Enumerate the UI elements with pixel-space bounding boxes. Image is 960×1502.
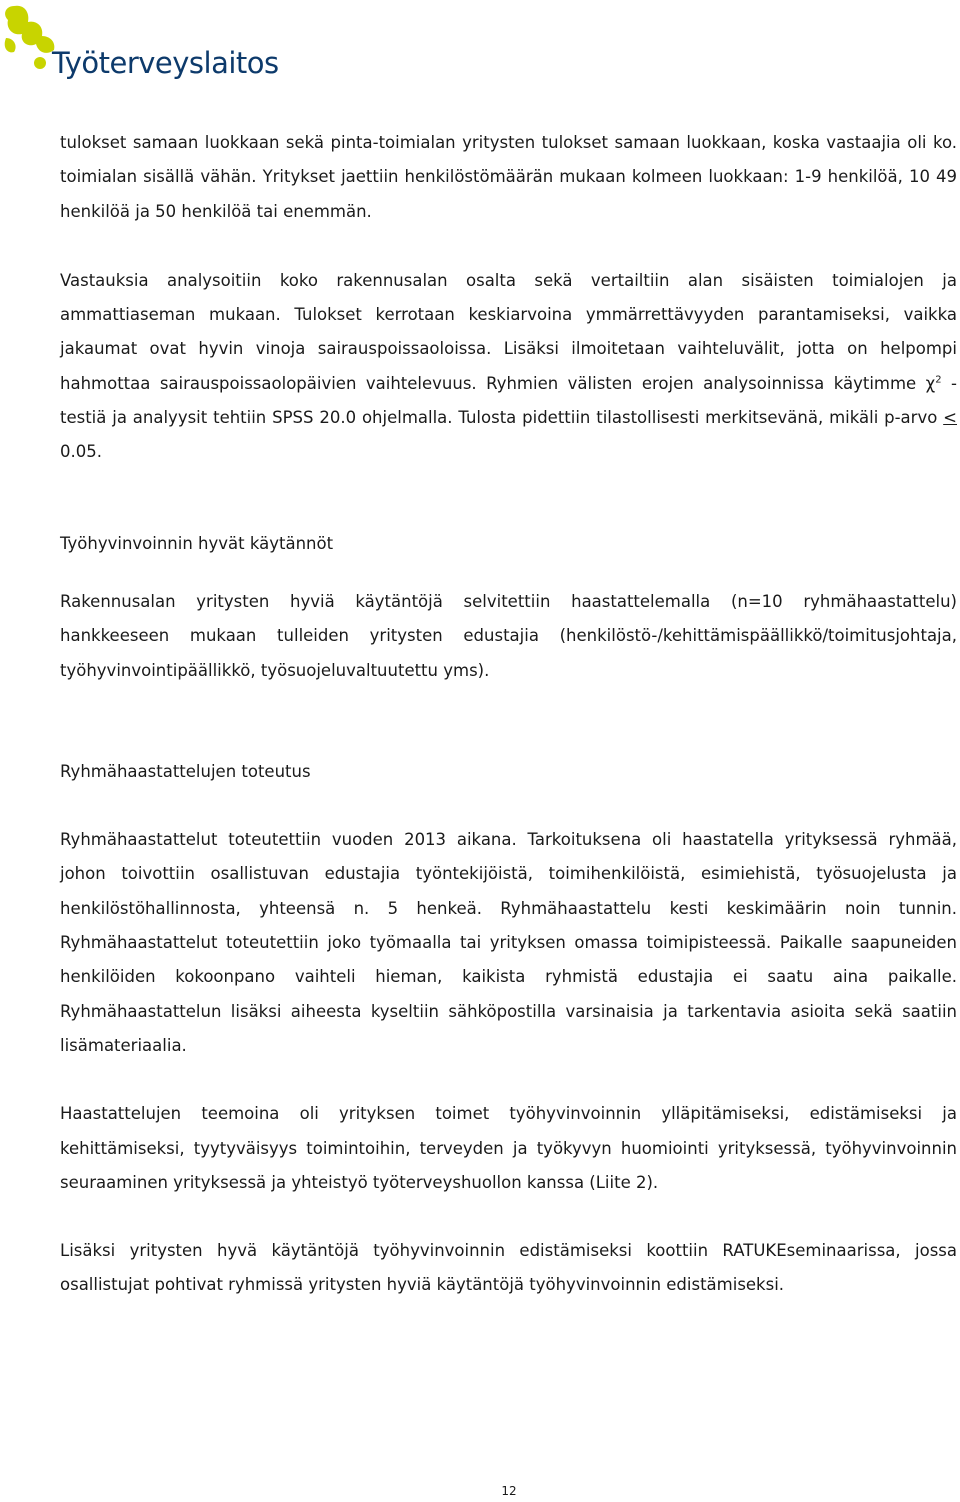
chi-square-exponent: 2 [935,374,942,386]
page-number: 12 [501,1484,517,1498]
analysis-text-end: 0.05. [60,442,102,462]
paragraph-seminar: Lisäksi yritysten hyvä käytäntöjä työhyvinvoinnin edistämiseksi koottiin RATUKEseminaarissa, jossa osallistujat pohtivat ryhmissä yritysten hyviä käytäntöjä työhyvinvoinnin edistämiseksi. [60,1241,957,1295]
paragraph-good-practices: Rakennusalan yritysten hyviä käytäntöjä selvitettiin haastattelemalla (n=10 ryhmähaastattelu) hankkeeseen mukaan tulleiden yritysten edustajia (henkilöstö-/kehittämispäällikkö/toimitusjohtaja, työhyvinvointipäällikkö, työsuojeluvaltuutettu yms). [60,591,957,680]
paragraph-interview-themes: Haastattelujen teemoina oli yrityksen toimet työhyvinvoinnin ylläpitämiseksi, edistämiseksi ja kehittämiseksi, tyytyväisyys toimintoihin, terveyden ja työkyvyn huomiointi yrityksessä, työhyvinvoinnin seuraaminen yrityksessä ja yhteistyö työterveyshuollon kanssa (Liite 2). [60,1104,957,1192]
paragraph-grouping: tulokset samaan luokkaan sekä pinta-toimialan yritysten tulokset samaan luokkaan, koska vastaajia oli ko. toimialan sisällä vähän. Yritykset jaettiin henkilöstömäärän mukaan kolmeen luokkaan: 1-9 henkilöä, 10 49 henkilöä ja 50 henkilöä tai enemmän. [60,133,957,221]
spacer [60,1063,957,1097]
section-heading-good-practices: Työhyvinvoinnin hyvät käytännöt [60,533,334,553]
analysis-text-middle: -testiä ja analyysit tehtiin SPSS 20.0 ohjelmalla. Tulosta pidettiin tilastollisesti merkitsevänä, mikäli p-arvo [60,373,958,428]
organization-logo [0,0,279,100]
analysis-text-start: Vastauksia analysoitiin koko rakennusalan osalta sekä vertailtiin alan sisäisten toimialojen ja ammattiaseman mukaan. Tulokset kerrotaan keskiarvoina ymmärrettävyyden parantamiseksi, vaikka jakaumat ovat hyvin vinoja sairauspoissaoloissa. Lisäksi ilmoitetaan vaihteluvälit, jotta on helpompi hahmottaa sairauspoissaolopäivien vaihtelevuus. Ryhmien välisten erojen analysoinnissa käytimme χ [60,270,957,393]
logo-mark-icon [0,0,60,75]
paragraph-analysis [60,264,957,470]
spacer [60,470,957,527]
section-heading-group-interviews: Ryhmähaastattelujen toteutus [60,761,311,781]
spacer [60,1200,957,1234]
spacer [60,561,957,585]
document-body [60,126,957,1303]
logo-text: Työterveyslaitos [52,46,279,80]
spacer [60,229,957,264]
spacer [60,688,957,755]
less-than-symbol: < [943,408,957,428]
paragraph-group-interviews: Ryhmähaastattelut toteutettiin vuoden 2013 aikana. Tarkoituksena oli haastatella yrityksessä ryhmää, johon toivottiin osallistuvan edustajia työntekijöistä, toimihenkilöistä, esimiehistä, työsuojelusta ja henkilöstöhallinnosta, yhteensä n. 5 henkeä. Ryhmähaastattelu kesti keskimäärin noin tunnin. Ryhmähaastattelut toteutettiin joko työmaalla tai yrityksen omassa toimipisteessä. Paikalle saapuneiden henkilöiden kokoonpano vaihteli hieman, kaikista ryhmistä edustajia ei saatu aina paikalle. Ryhmähaastattelun lisäksi aiheesta kyseltiin sähköpostilla varsinaisia ja tarkentavia asioita sekä saatiin lisämateriaalia. [60,830,957,1055]
spacer [60,789,957,823]
